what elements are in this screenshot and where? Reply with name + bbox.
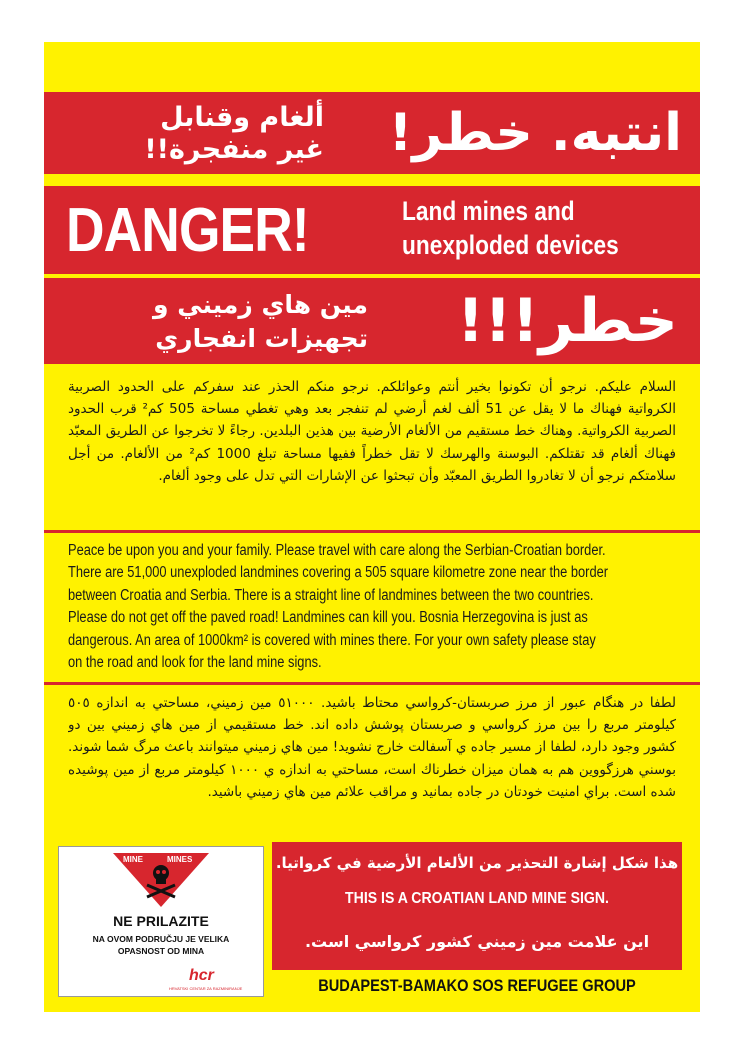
banner3-small-text: [68, 288, 368, 356]
danger-heading: DANGER!: [66, 196, 309, 265]
banner3-small-line2: تجهيزات انفجاري: [155, 324, 368, 353]
banner1-small-line2: غير منفجرة!!: [144, 134, 324, 165]
english-line: There are 51,000 unexploded landmines covering a 505 square kilometre zone near the border: [68, 564, 609, 582]
land-mines-line1: Land mines and: [402, 196, 575, 226]
sign-label-mines: MINES: [167, 855, 193, 864]
sign-explanation-box: [272, 842, 682, 970]
banner1-small-text: [64, 102, 324, 166]
croatian-mine-sign: [58, 846, 264, 997]
banner3-small-line1: مين هاي زميني و: [152, 290, 368, 319]
sign-subtitle-line1: NA OVOM PODRUČJU JE VELIKA: [92, 934, 230, 944]
sign-subtitle: [69, 933, 253, 957]
english-paragraph: [68, 540, 673, 674]
land-mines-line2: unexploded devices: [402, 230, 619, 260]
sign-explanation-persian: اين علامت مين زميني كشور كرواسي است.: [304, 932, 650, 951]
sign-subtitle-line2: OPASNOST OD MINA: [117, 946, 205, 956]
english-line: on the road and look for the land mine signs.: [68, 654, 322, 672]
banner1-big-text: انتبه. خطر!: [388, 103, 682, 163]
hcr-logo: hcr: [189, 967, 214, 984]
sign-explanation-arabic: هذا شكل إشارة التحذير من الألغام الأرضية في كرواتيا.: [275, 854, 679, 872]
banner-danger: [44, 186, 700, 274]
sign-explanation-english: THIS IS A CROATIAN LAND MINE SIGN.: [345, 890, 609, 907]
persian-paragraph: لطفا در هنگام عبور از مرز صربستان-كرواسي محتاط باشيد. ٥١٠٠٠ مين زميني، مساحتي به اندازه ٥٠٥ كيلومتر مربع را بين مرز كرواسي و صربستان پوشش داده اند. خط مستقيمي از مين هاي زميني بين دو كشور وجود دارد، لطفا از مسير جاده ي آسفالت خارج نشويد! مين هاي زميني ميتوانند باعث مرگ شما شوند. بوسني هرزگووين هم به همان ميزان خطرناك است، مساحتي به اندازه ي ١٠٠٠ كيلومتر مربع از مين پوشيده شده است. براي امنيت خودتان در جاده بمانيد و مراقب علائم مين هاي زميني باشيد.: [68, 695, 676, 800]
arabic-paragraph: السلام عليكم. نرجو أن تكونوا بخير أنتم وعوائلكم. نرجو منكم الحذر عند سفركم على الحدود الصربية الكرواتية فهناك ما لا يقل عن 51 ألف لغم أرضي لم تنفجر بعد وهي تغطي مساحة 505 كم² قرب الحدود الصربية الكرواتية. وهناك خط مستقيم من الألغام الأرضية بين هذين البلدين. رجاءً لا تخرجوا عن الطريق المعبّد فهناك ألغام قد تقتلكم. البوسنة والهرسك لا تقل خطراً ففيها مساحة تبلغ 1000 كم² من الألغام. من أجل سلامتكم نرجو أن لا تغادروا الطريق المعبّد وأن تبحثوا عن الإشارات التي تدل على وجود ألغام.: [68, 379, 676, 484]
english-line: dangerous. An area of 1000km² is covered with mines there. For your own safety please stay: [68, 631, 596, 649]
hcr-logo-subtitle: HRVATSKI CENTAR ZA RAZMINIRANJE: [169, 986, 243, 991]
banner1-small-line1: ألغام وقنابل: [160, 102, 324, 133]
english-line: between Croatia and Serbia. There is a straight line of landmines between the two countries.: [68, 586, 594, 604]
divider-2: [44, 682, 700, 685]
banner-arabic-warning: [44, 92, 700, 174]
land-mines-subheading: [402, 194, 619, 262]
sign-title: NE PRILAZITE: [113, 913, 209, 929]
english-line: Peace be upon you and your family. Please travel with care along the Serbian-Croatian border.: [68, 542, 606, 559]
english-line: Please do not get off the paved road! Landmines can kill you. Bosnia Herzegovina is just as: [68, 609, 588, 627]
sign-label-mine: MINE: [123, 855, 143, 864]
divider-1: [44, 530, 700, 533]
poster: [44, 42, 700, 1012]
banner-persian-warning: [44, 278, 700, 364]
banner3-big-text: خطر!!!: [456, 286, 678, 356]
footer-organization: BUDAPEST-BAMAKO SOS REFUGEE GROUP: [318, 976, 636, 995]
